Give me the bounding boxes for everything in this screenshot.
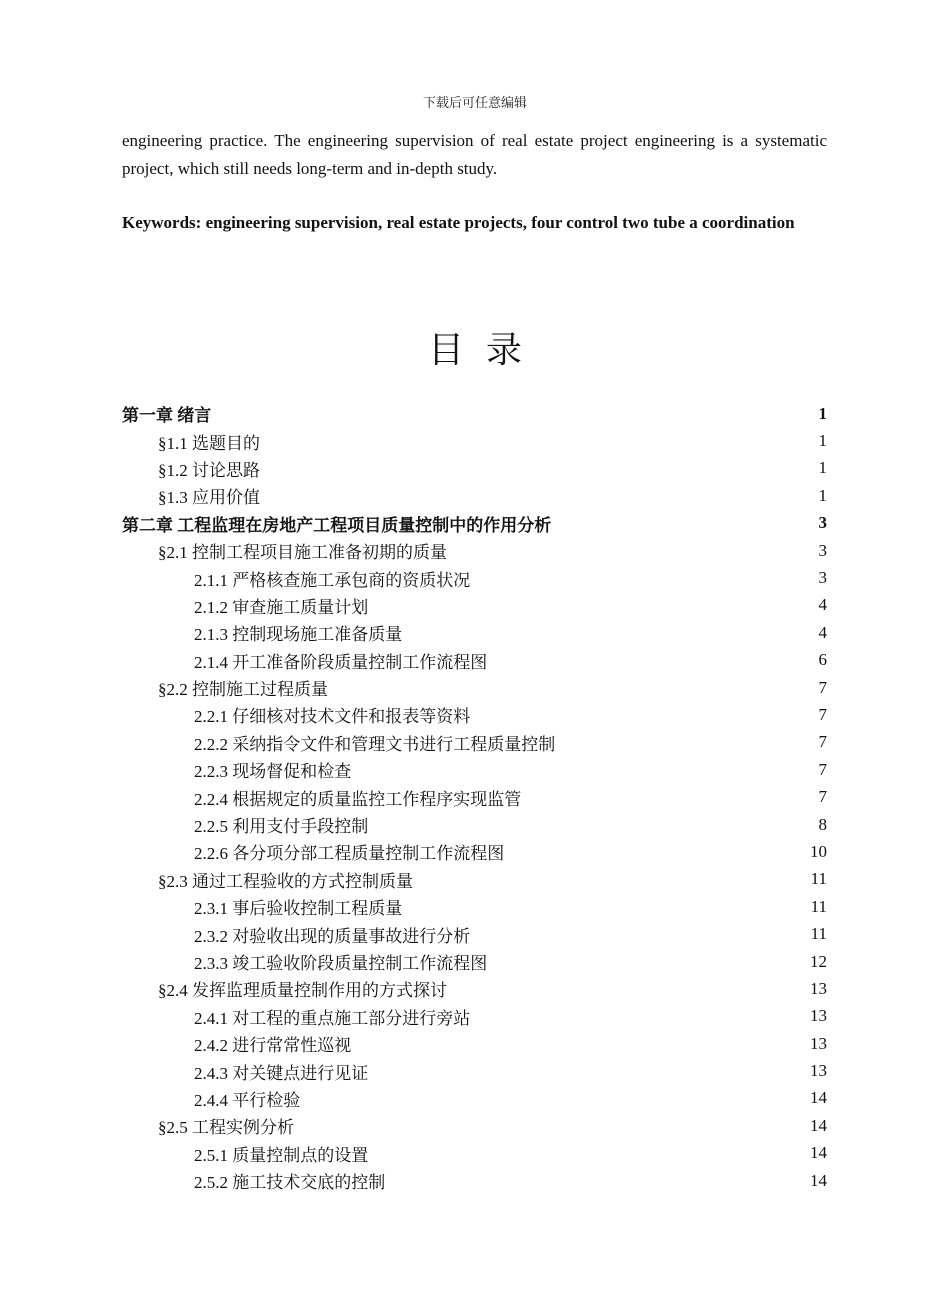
toc-entry[interactable] <box>122 811 827 838</box>
toc-entry[interactable] <box>122 920 827 947</box>
toc-entry-title: 2.2.1 仔细核对技术文件和报表等资料 <box>194 707 471 727</box>
toc-entry[interactable] <box>122 975 827 1002</box>
toc-entry[interactable] <box>122 619 827 646</box>
toc-entry-page-number: 14 <box>810 1170 827 1190</box>
toc-entry[interactable] <box>122 893 827 920</box>
toc-entry-page-number: 13 <box>810 1061 827 1081</box>
toc-entry[interactable] <box>122 592 827 619</box>
toc-entry-page-number: 14 <box>810 1088 827 1108</box>
toc-entry-title: 2.1.4 开工准备阶段质量控制工作流程图 <box>194 652 488 672</box>
toc-entry-title: §2.3 通过工程验收的方式控制质量 <box>158 871 413 891</box>
toc-entry-page-number: 13 <box>810 1033 827 1053</box>
toc-entry-title: 2.4.3 对关键点进行见证 <box>194 1063 369 1083</box>
toc-entry-page-number: 13 <box>810 1006 827 1026</box>
toc-entry-title: 2.4.2 进行常常性巡视 <box>194 1036 352 1056</box>
toc-entry-page-number: 4 <box>818 622 827 642</box>
toc-entry[interactable] <box>122 1112 827 1139</box>
keywords-paragraph: Keywords: engineering supervision, real estate projects, four control two tube a coordination <box>122 213 795 232</box>
toc-entry-page-number: 14 <box>810 1115 827 1135</box>
toc-entry-title: §1.2 讨论思路 <box>158 460 260 480</box>
toc-entry[interactable] <box>122 510 827 537</box>
toc-entry-page-number: 3 <box>818 513 827 533</box>
toc-entry-title: 2.5.2 施工技术交底的控制 <box>194 1173 386 1193</box>
toc-entry-page-number: 3 <box>818 540 827 560</box>
toc-entry-page-number: 1 <box>818 458 827 478</box>
toc-entry-page-number: 10 <box>810 841 827 861</box>
toc-entry[interactable] <box>122 948 827 975</box>
toc-entry[interactable] <box>122 701 827 728</box>
toc-entry[interactable] <box>122 674 827 701</box>
toc-entry[interactable] <box>122 1085 827 1112</box>
toc-entry-title: §1.3 应用价值 <box>158 488 260 508</box>
toc-entry-title: 2.4.1 对工程的重点施工部分进行旁站 <box>194 1008 471 1028</box>
toc-entry-page-number: 1 <box>818 431 827 451</box>
toc-entry-title: §2.4 发挥监理质量控制作用的方式探讨 <box>158 981 447 1001</box>
toc-entry-page-number: 11 <box>810 896 827 916</box>
toc-entry-page-number: 8 <box>818 814 827 834</box>
toc-entry-page-number: 13 <box>810 978 827 998</box>
toc-entry[interactable] <box>122 1057 827 1084</box>
toc-entry[interactable] <box>122 427 827 454</box>
toc-entry[interactable] <box>122 838 827 865</box>
toc-entry[interactable] <box>122 1030 827 1057</box>
toc-entry-page-number: 14 <box>810 1143 827 1163</box>
toc-entry[interactable] <box>122 783 827 810</box>
toc-entry[interactable] <box>122 400 827 427</box>
toc-entry-title: 2.2.2 采纳指令文件和管理文书进行工程质量控制 <box>194 734 556 754</box>
toc-entry[interactable] <box>122 1140 827 1167</box>
page-header: 下载后可任意编辑 <box>422 95 527 110</box>
toc-entry-page-number: 7 <box>818 677 827 697</box>
toc-entry[interactable] <box>122 455 827 482</box>
toc-entry[interactable] <box>122 647 827 674</box>
toc-entry-page-number: 11 <box>810 869 827 889</box>
toc-entry-title: 2.1.1 严格核查施工承包商的资质状况 <box>194 570 471 590</box>
toc-entry[interactable] <box>122 1167 827 1194</box>
toc-entry[interactable] <box>122 729 827 756</box>
abstract-paragraph: engineering practice. The engineering supervision of real estate project engineering is a systematic project, which still needs long-term and in-depth study. <box>122 131 827 178</box>
toc-entry[interactable] <box>122 756 827 783</box>
toc-entry-title: 2.3.3 竣工验收阶段质量控制工作流程图 <box>194 954 488 973</box>
toc-entry-title: 2.2.3 现场督促和检查 <box>194 762 352 782</box>
toc-entry-title: §2.2 控制施工过程质量 <box>158 680 328 700</box>
toc-entry-title: 2.3.1 事后验收控制工程质量 <box>194 899 403 919</box>
toc-entry[interactable] <box>122 564 827 591</box>
toc-entry-title: 2.2.5 利用支付手段控制 <box>194 817 369 837</box>
toc-entry-title: 2.3.2 对验收出现的质量事故进行分析 <box>194 926 471 946</box>
toc-entry-title: 2.2.6 各分项分部工程质量控制工作流程图 <box>194 844 505 864</box>
table-of-contents <box>122 400 827 1194</box>
toc-entry-title: 2.1.2 审查施工质量计划 <box>194 597 369 617</box>
toc-entry-title: 2.5.1 质量控制点的设置 <box>194 1145 369 1165</box>
toc-entry[interactable] <box>122 1003 827 1030</box>
toc-entry-page-number: 7 <box>818 704 827 724</box>
toc-title: 目录 <box>427 330 544 370</box>
toc-entry-title: §2.5 工程实例分析 <box>158 1118 294 1138</box>
toc-entry-title: 2.1.3 控制现场施工准备质量 <box>194 625 403 645</box>
toc-entry-page-number: 11 <box>810 924 827 944</box>
toc-entry-page-number: 4 <box>818 595 827 615</box>
toc-entry-title: 2.4.4 平行检验 <box>194 1090 301 1110</box>
toc-entry[interactable] <box>122 482 827 509</box>
toc-entry-title: §1.1 选题目的 <box>158 433 260 453</box>
toc-entry-page-number: 1 <box>818 403 827 423</box>
toc-entry-page-number: 3 <box>818 568 827 588</box>
toc-entry-title: 2.2.4 根据规定的质量监控工作程序实现监管 <box>194 789 522 809</box>
toc-entry[interactable] <box>122 866 827 893</box>
toc-entry-title: §2.1 控制工程项目施工准备初期的质量 <box>158 543 447 563</box>
toc-entry-page-number: 12 <box>810 951 827 971</box>
toc-entry-page-number: 7 <box>818 759 827 779</box>
toc-entry-page-number: 6 <box>818 650 827 670</box>
toc-entry-page-number: 1 <box>818 485 827 505</box>
toc-entry-title: 第二章 工程监理在房地产工程项目质量控制中的作用分析 <box>122 515 552 535</box>
toc-entry-title: 第一章 绪言 <box>122 406 212 426</box>
toc-entry-page-number: 7 <box>818 732 827 752</box>
toc-entry[interactable] <box>122 537 827 564</box>
toc-entry-page-number: 7 <box>818 787 827 807</box>
